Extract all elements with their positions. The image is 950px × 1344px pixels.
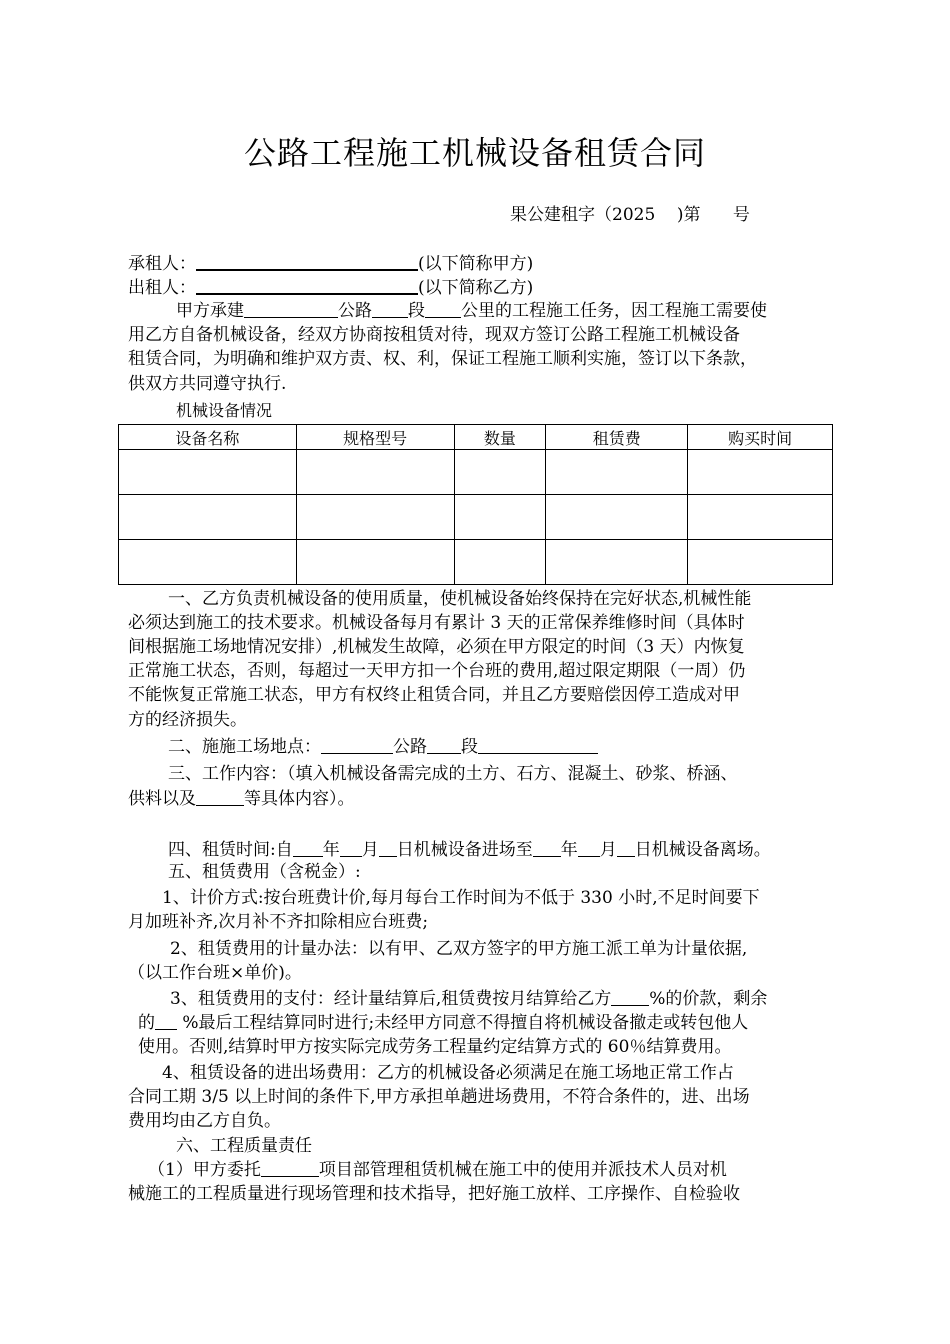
table-row	[119, 450, 833, 495]
project-blank[interactable]	[244, 299, 338, 318]
clause2-line	[168, 735, 598, 759]
clause1-line: 必须达到施工的技术要求。机械设备每月有累计 3 天的正常保养维修时间（具体时	[128, 613, 745, 633]
clause5-3-line: 使用。否则,结算时甲方按实际完成劳务工程量约定结算方式的 60％结算费用。	[138, 1037, 732, 1057]
clause6-1-line: 械施工的工程质量进行现场管理和技术指导，把好施工放样、工序操作、自检验收	[128, 1184, 740, 1204]
clause4-text: 年	[322, 840, 340, 860]
lessor-line	[128, 275, 533, 300]
clause5-1-line: 月加班补齐,次月补不齐扣除相应台班费;	[128, 912, 429, 932]
clause6-title: 六、工程质量责任	[176, 1136, 312, 1156]
clause5-3-text: %最后工程结算同时进行;未经甲方同意不得擅自将机械设备撤走或转包他人	[177, 1013, 749, 1033]
lessee-suffix: (以下简称甲方)	[418, 254, 534, 274]
table-cell[interactable]	[454, 540, 546, 585]
table-header-cell: 数量	[454, 425, 546, 450]
clause5-3-text: 的	[138, 1013, 155, 1033]
clause5-3-text: %的价款，剩余	[649, 989, 768, 1009]
clause1-line: 间根据施工场地情况安排）,机械发生故障，必须在甲方限定的时间（3 天）内恢复	[128, 637, 745, 657]
table-cell[interactable]	[688, 495, 833, 540]
clause5-4-line: 合同工期 3/5 以上时间的条件下,甲方承担单趟进场费用，不符合条件的，进、出场	[128, 1087, 750, 1107]
table-cell[interactable]	[119, 450, 297, 495]
end-year-blank[interactable]	[533, 838, 561, 857]
table-cell[interactable]	[546, 450, 688, 495]
intro-line-4: 供双方共同遵守执行.	[128, 374, 287, 394]
clause2-text: 段	[461, 737, 478, 757]
document-title: 公路工程施工机械设备租赁合同	[243, 134, 706, 172]
clause2-text: 公路	[393, 737, 427, 757]
table-cell[interactable]	[296, 540, 454, 585]
intro-text: 甲方承建	[176, 301, 244, 321]
lessor-suffix: (以下简称乙方)	[418, 278, 534, 298]
table-row	[119, 495, 833, 540]
clause6-1-text: 项目部管理租赁机械在施工中的使用并派技术人员对机	[318, 1160, 727, 1180]
clause1-line: 方的经济损失。	[128, 710, 247, 730]
clause4-text: 月	[599, 840, 617, 860]
work-content-blank[interactable]	[196, 787, 244, 806]
intro-line-1	[176, 299, 767, 323]
start-day-blank[interactable]	[379, 838, 397, 857]
equipment-section-label: 机械设备情况	[176, 401, 273, 420]
clause5-4-line: 4、租赁设备的进出场费用：乙方的机械设备必须满足在施工场地正常工作占	[162, 1063, 734, 1083]
clause3-text: 供料以及	[128, 789, 196, 809]
clause3-line	[128, 787, 355, 811]
section-blank[interactable]	[425, 299, 461, 318]
clause3-text: 等具体内容）。	[244, 789, 355, 809]
end-day-blank[interactable]	[617, 838, 635, 857]
table-cell[interactable]	[454, 450, 546, 495]
clause6-1-line	[148, 1158, 727, 1182]
clause3-line: 三、工作内容：（填入机械设备需完成的土方、石方、混凝土、砂浆、桥涵、	[168, 764, 738, 784]
clause1-line: 一、乙方负责机械设备的使用质量，使机械设备始终保持在完好状态,机械性能	[168, 589, 752, 609]
clause5-3-line	[138, 1011, 748, 1035]
intro-text: 公里的工程施工任务，因工程施工需要使	[461, 301, 767, 321]
site-detail-blank[interactable]	[478, 735, 598, 754]
end-month-blank[interactable]	[578, 838, 600, 857]
clause4-text: 年	[560, 840, 578, 860]
lessor-label: 出租人：	[128, 278, 196, 298]
table-cell[interactable]	[119, 540, 297, 585]
table-cell[interactable]	[546, 540, 688, 585]
entrusted-party-blank[interactable]	[261, 1158, 319, 1177]
intro-line-3: 租赁合同，为明确和维护双方责、权、利，保证工程施工顺利实施，签订以下条款，	[128, 349, 757, 369]
table-header-cell: 规格型号	[296, 425, 454, 450]
table-cell[interactable]	[119, 495, 297, 540]
intro-line-2: 用乙方自备机械设备，经双方协商按租赁对待，现双方签订公路工程施工机械设备	[128, 325, 740, 345]
site-road-blank[interactable]	[321, 735, 393, 754]
remaining-percent-blank[interactable]	[155, 1011, 177, 1030]
clause6-1-text: （1）甲方委托	[148, 1160, 261, 1180]
table-cell[interactable]	[296, 495, 454, 540]
equipment-table	[118, 424, 833, 585]
clause4-text: 四、租赁时间:自	[168, 840, 293, 860]
road-blank[interactable]	[372, 299, 408, 318]
table-row	[119, 540, 833, 585]
intro-text: 公路	[338, 301, 372, 321]
clause5-title: 五、租赁费用（含税金）:	[168, 862, 361, 882]
table-cell[interactable]	[688, 450, 833, 495]
site-section-blank[interactable]	[427, 735, 461, 754]
table-header-cell: 设备名称	[119, 425, 297, 450]
table-header-cell: 购买时间	[688, 425, 833, 450]
document-number: 果公建租字（2025 )第 号	[510, 205, 750, 225]
payment-percent-blank[interactable]	[611, 987, 649, 1006]
table-header-row	[119, 425, 833, 450]
clause5-2-line: （以工作台班×单价)。	[128, 963, 302, 983]
intro-text: 段	[408, 301, 425, 321]
clause1-line: 不能恢复正常施工状态，甲方有权终止租赁合同，并且乙方要赔偿因停工造成对甲	[128, 685, 740, 705]
start-month-blank[interactable]	[340, 838, 362, 857]
lessee-blank[interactable]	[196, 251, 418, 271]
lessee-line	[128, 251, 533, 276]
table-cell[interactable]	[454, 495, 546, 540]
clause5-4-line: 费用均由乙方自负。	[128, 1111, 281, 1131]
table-header-cell: 租赁费	[546, 425, 688, 450]
clause2-text: 二、施施工场地点：	[168, 737, 321, 757]
clause5-2-line: 2、租赁费用的计量办法：以有甲、乙双方签字的甲方施工派工单为计量依据,	[170, 939, 748, 959]
clause4-line	[168, 838, 771, 862]
clause5-3-line	[170, 987, 767, 1011]
lessor-blank[interactable]	[196, 275, 418, 295]
table-cell[interactable]	[296, 450, 454, 495]
clause4-text: 月	[361, 840, 379, 860]
clause4-text: 日机械设备离场。	[634, 840, 771, 860]
table-cell[interactable]	[688, 540, 833, 585]
clause5-3-text: 3、租赁费用的支付：经计量结算后,租赁费按月结算给乙方	[170, 989, 612, 1009]
clause5-1-line: 1、计价方式:按台班费计价,每月每台工作时间为不低于 330 小时,不足时间要下	[162, 888, 760, 908]
clause4-text: 日机械设备进场至	[396, 840, 533, 860]
start-year-blank[interactable]	[293, 838, 323, 857]
table-cell[interactable]	[546, 495, 688, 540]
lessee-label: 承租人：	[128, 254, 196, 274]
clause1-line: 正常施工状态，否则，每超过一天甲方扣一个台班的费用,超过限定期限（一周）仍	[128, 661, 746, 681]
